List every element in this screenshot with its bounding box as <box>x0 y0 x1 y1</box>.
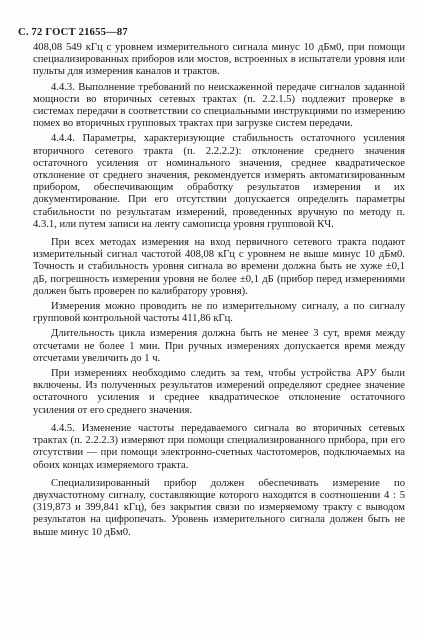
paragraph-continuation: 408,08 549 кГц с уровнем измерительного сигнала минус 10 дБм0, при помощи специализированных приборов или мостов, встроенных в испытатели уровня или пульты для измерения каналов и трактов. <box>33 42 405 78</box>
paragraph-measurement-methods: При всех методах измерения на вход первичного сетевого тракта подают измерительный сигнал частотой 408,08 кГц с уровнем не выше минус 10 дБм0. Точность и стабильность уровня сигнала во времени должна быть не хуже ±0,1 дБ, погрешность измерения уровня не более ±0,1 дБ (прибор перед измерениями должен быть проверен по калибратору уровня). <box>33 237 405 297</box>
paragraph-4-4-5: 4.4.5. Изменение частоты передаваемого сигнала во вторичных сетевых трактах (п. 2.2.2.3) измеряют при помощи специализированного прибора, при его отсутствии — при помощи электронно-счетных частотомеров, подключаемых на обоих концах измеряемого тракта. <box>33 422 405 471</box>
document-body <box>33 42 405 542</box>
paragraph-control-frequency: Измерения можно проводить не по измерительному сигналу, а по сигналу групповой контрольной частоты 411,86 кГц. <box>33 301 405 325</box>
page-header: С. 72 ГОСТ 21655—87 <box>18 27 128 38</box>
paragraph-aru-devices: При измерениях необходимо следить за тем, чтобы устройства АРУ были включены. Из полученных результатов измерений определяют среднее значение остаточного усиления и среднее квадратическое отклонение остаточного усиления от его среднего значения. <box>33 368 405 416</box>
paragraph-cycle-duration: Длительность цикла измерения должна быть не менее 3 сут, время между отсчетами не более 1 мин. При ручных измерениях допускается время между отсчетами увеличить до 1 ч. <box>33 328 405 364</box>
paragraph-specialized-device: Специализированный прибор должен обеспечивать измерение по двухчастотному сигналу, составляющие которого находятся в соотношении 4 : 5 (319,873 и 399,841 кГц), без закрытия связи по измеряемому тракту с выводом результатов на цифропечать. Уровень измерительного сигнала должен быть не выше минус 10 дБм0. <box>33 477 405 538</box>
paragraph-4-4-4: 4.4.4. Параметры, характеризующие стабильность остаточного усиления вторичного сетевого тракта (п. 2.2.2.2): отклонение среднего значения остаточного усиления от номинального значения, среднее квадратическое отклонение от среднего значения, рекомендуется измерять автоматизированным прибором, обеспечивающим обработку результатов измерения и их документирование. При его отсутствии допускается определять параметры стабильности по результатам измерений, проведенных вручную по методу п. 4.3.1, или путем записи на ленту самописца уровня групповой КЧ. <box>33 133 405 230</box>
paragraph-4-4-3: 4.4.3. Выполнение требований по неискаженной передаче сигналов заданной мощности во вторичных сетевых трактах (п. 2.2.1.5) подлежит проверке в системах передачи в соответствии со специальными инструкциями по измерению помех во вторичных групповых трактах при загрузке систем передачи. <box>33 81 405 130</box>
